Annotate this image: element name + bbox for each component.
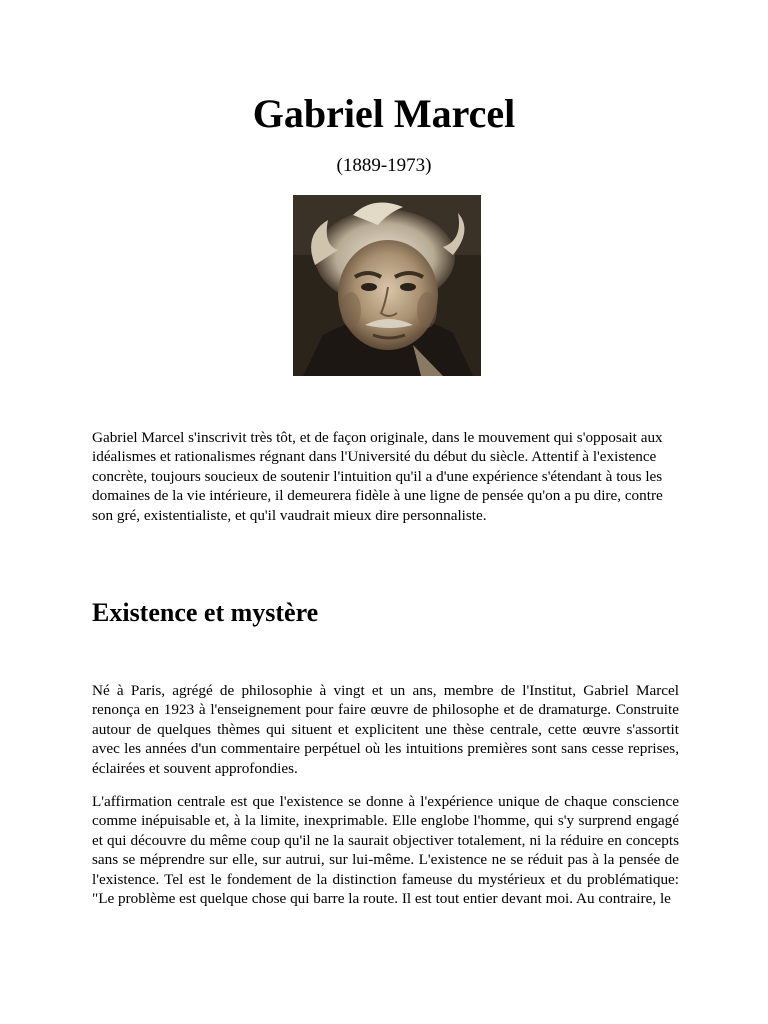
section-heading: Existence et mystère (92, 598, 319, 627)
body-paragraph: L'affirmation centrale est que l'existence se donne à l'expérience unique de chaque conscience comme inépuisable et, à la limite, inexprimable. Elle englobe l'homme, qui s'y surprend engagé et qui découvre du même coup qu'il ne la saurait objectiver totalement, ni la réduire en concepts sans se méprendre sur elle, sur autrui, sur lui-même. L'existence ne se réduit pas à la pensée de l'existence. Tel est le fondement de la distinction fameuse du mystérieux et du problématique: "Le problème est quelque chose qui barre la route. Il est tout entier devant moi. Au contraire, le (92, 793, 679, 908)
page-title: Gabriel Marcel (252, 91, 516, 136)
life-dates: (1889-1973) (336, 155, 432, 176)
body-paragraph: Né à Paris, agrégé de philosophie à vingt et un ans, membre de l'Institut, Gabriel Marcel renonça en 1923 à l'enseignement pour faire œuvre de philosophe et de dramaturge. Construite autour de quelques thèmes qui situent et explicitent une thèse centrale, cette œuvre s'assortit avec les années d'un commentaire perpétuel où les intuitions premières sont sans cesse reprises, éclairées et souvent approfondies. (92, 682, 679, 777)
portrait-photo (293, 195, 481, 376)
intro-paragraph: Gabriel Marcel s'inscrivit très tôt, et de façon originale, dans le mouvement qui s'opposait aux idéalismes et rationalismes régnant dans l'Université du début du siècle. Attentif à l'existence concrète, toujours soucieux de soutenir l'intuition qu'il a d'une expérience s'étendant à tous les domaines de la vie intérieure, il demeurera fidèle à une ligne de pensée qu'on a pu dire, contre son gré, existentialiste, et qu'il vaudrait mieux dire personnaliste. (92, 429, 663, 524)
